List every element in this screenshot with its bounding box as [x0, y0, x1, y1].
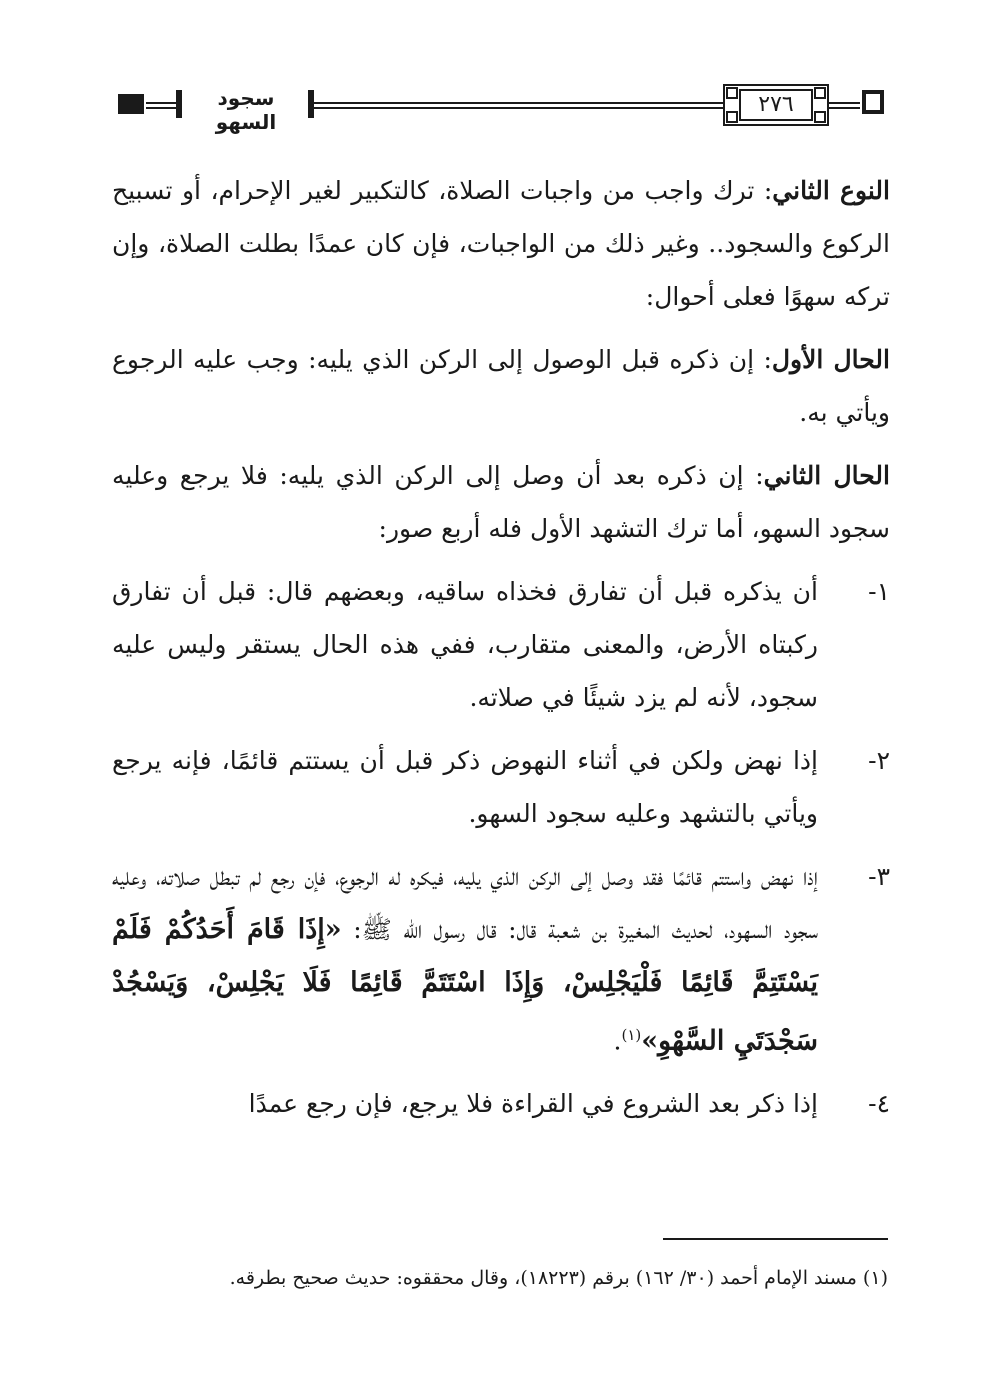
footnote-separator	[663, 1238, 888, 1240]
paragraph-text: : إن ذكره قبل الوصول إلى الركن الذي يليه: وجب عليه الرجوع ويأتي به.	[112, 345, 890, 427]
footnote-reference: (١)	[621, 1026, 642, 1044]
list-item-text: إذا نهض ولكن في أثناء النهوض ذكر قبل أن يستتم قائمًا، فإنه يرجع ويأتي بالتشهد وعليه سجود السهو.	[112, 746, 818, 828]
list-item-text: إذا نهض واستتم قائمًا فقد وصل إلى الركن الذي يليه، فيكره له الرجوع، فإن رجع لم تبطل صلاته، وعليه سجود السهود، لحديث المغيرة بن شعبة قال: قال رسول الله ﷺ:	[112, 862, 819, 944]
frame-corner-ornament	[726, 87, 738, 99]
list-item-number: ١-	[868, 577, 890, 606]
paragraph-heading: النوع الثاني	[772, 176, 890, 205]
frame-corner-ornament	[814, 87, 826, 99]
list-item-number: ٣-	[868, 862, 890, 891]
hadith-quote: «إِذَا قَامَ أَحَدُكُمْ فَلَمْ يَسْتَتِمَّ قَائِمًا فَلْيَجْلِسْ، وَإِذَا اسْتَتَمَّ قَائِمًا فَلَا يَجْلِسْ، وَيَسْجُدْ سَجْدَتَيِ السَّهْوِ»	[112, 914, 818, 1057]
chapter-title: سجود السهو	[215, 86, 277, 134]
list-item	[112, 565, 890, 724]
main-text	[112, 164, 890, 1140]
paragraph-text: : إن ذكره بعد أن وصل إلى الركن الذي يليه: فلا يرجع وعليه سجود السهو، أما ترك التشهد الأول فله أربع صور:	[112, 461, 890, 543]
list-item-body	[112, 850, 818, 1067]
header-rule	[146, 102, 176, 109]
list-item-text: إذا ذكر بعد الشروع في القراءة فلا يرجع، فإن رجع عمدًا	[248, 1089, 818, 1119]
header-ornament-bar	[176, 90, 182, 118]
frame-corner-ornament	[726, 111, 738, 123]
footnote: (١) مسند الإمام أحمد (٣٠/ ١٦٢) برقم (١٨٢٢٣)، وقال محققوه: حديث صحيح بطرقه.	[229, 1267, 888, 1289]
list-item	[112, 734, 890, 840]
list-item-text: أن يذكره قبل أن تفارق فخذاه ساقيه، وبعضهم قال: قبل أن تفارق ركبتاه الأرض، والمعنى متقارب، ففي هذه الحال يستقر وليس عليه سجود، لأنه لم يزد شيئًا في صلاته.	[112, 577, 818, 712]
paragraph-type-two	[112, 164, 890, 323]
frame-corner-ornament	[814, 111, 826, 123]
paragraph-heading: الحال الثاني	[763, 461, 890, 490]
list-item	[112, 1077, 890, 1130]
paragraph-case-two	[112, 449, 890, 555]
paragraph-text: : ترك واجب من واجبات الصلاة، كالتكبير لغير الإحرام، أو تسبيح الركوع والسجود.. وغير ذلك من الواجبات، فإن كان عمدًا بطلت الصلاة، وإن تركه سهوًا فعلى أحوال:	[112, 176, 890, 311]
paragraph-case-one	[112, 333, 890, 439]
header-rule	[838, 102, 860, 109]
page-header	[118, 82, 888, 134]
list-item-number: ٤-	[868, 1089, 890, 1119]
sentence-end: .	[613, 1026, 622, 1056]
list-item	[112, 850, 890, 1067]
page-number: ٢٧٦	[739, 89, 813, 121]
paragraph-heading: الحال الأول	[771, 345, 890, 374]
header-ornament-square	[118, 94, 144, 114]
header-ornament-square-outline	[862, 90, 884, 114]
list-item-number: ٢-	[868, 746, 890, 775]
page-number-frame	[723, 84, 829, 126]
